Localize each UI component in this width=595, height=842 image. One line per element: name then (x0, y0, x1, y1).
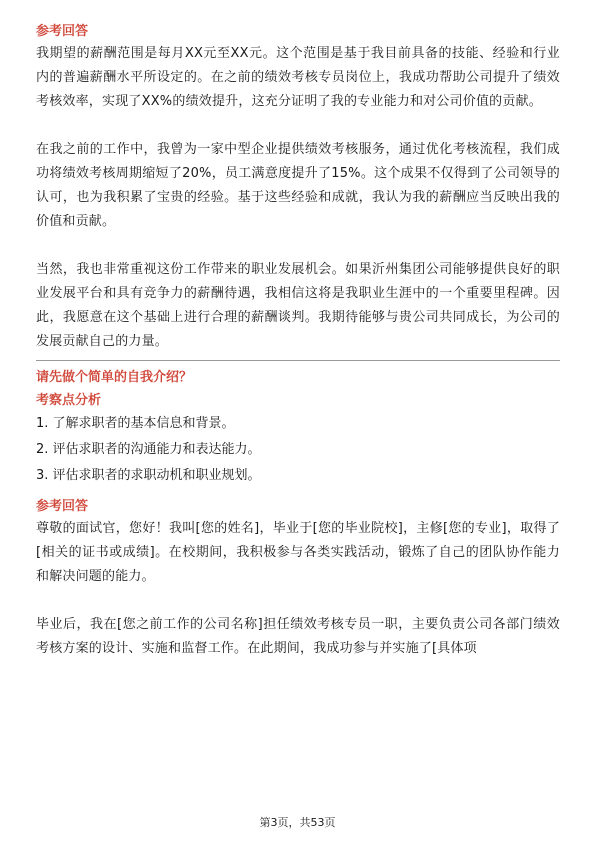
analysis-item: 2. 评估求职者的沟通能力和表达能力。 (36, 442, 261, 457)
answer-paragraph: 当然，我也非常重视这份工作带来的职业发展机会。如果沂州集团公司能够提供良好的职业发展平台和具有竞争力的薪酬待遇，我相信这将是我职业生涯中的一个重要里程碑。因此，我愿意在这个基础上进行合理的薪酬谈判。我期待能够与贵公司共同成长，为公司的发展贡献自己的力量。 (36, 262, 560, 349)
analysis-item: 1. 了解求职者的基本信息和背景。 (36, 416, 235, 431)
analysis-item: 3. 评估求职者的求职动机和职业规划。 (36, 468, 261, 483)
analysis-label: 考察点分析 (36, 393, 102, 408)
paragraph-gap (36, 114, 560, 138)
paragraph-gap (36, 589, 560, 613)
question-heading: 请先做个简单的自我介绍？ (36, 370, 193, 385)
answer-paragraph: 我期望的薪酬范围是每月XX元至XX元。这个范围是基于我目前具备的技能、经验和行业内的普遍薪酬水平所设定的。在之前的绩效考核专员岗位上，我成功帮助公司提升了绩效考核效率，实现了XX%的绩效提升，这充分证明了我的专业能力和对公司价值的贡献。 (36, 46, 560, 109)
section-divider (36, 360, 560, 361)
document-page (36, 22, 560, 661)
answer-paragraph: 毕业后，我在[您之前工作的公司名称]担任绩效考核专员一职，主要负责公司各部门绩效考核方案的设计、实施和监督工作。在此期间，我成功参与并实施了[具体项 (36, 617, 560, 656)
paragraph-gap (36, 234, 560, 258)
page-number: 第3页，共53页 (259, 816, 336, 829)
answer-label: 参考回答 (36, 499, 89, 514)
answer-paragraph: 尊敬的面试官，您好！我叫[您的姓名]，毕业于[您的毕业院校]，主修[您的专业]，取得了[相关的证书或成绩]。在校期间，我积极参与各类实践活动，锻炼了自己的团队协作能力和解决问题的能力。 (36, 521, 560, 584)
answer-paragraph: 在我之前的工作中，我曾为一家中型企业提供绩效考核服务，通过优化考核流程，我们成功将绩效考核周期缩短了20%，员工满意度提升了15%。这个成果不仅得到了公司领导的认可，也为我积累了宝贵的经验。基于这些经验和成就，我认为我的薪酬应当反映出我的价值和贡献。 (36, 142, 560, 229)
analysis-list (36, 411, 560, 489)
answer-label: 参考回答 (36, 24, 89, 39)
